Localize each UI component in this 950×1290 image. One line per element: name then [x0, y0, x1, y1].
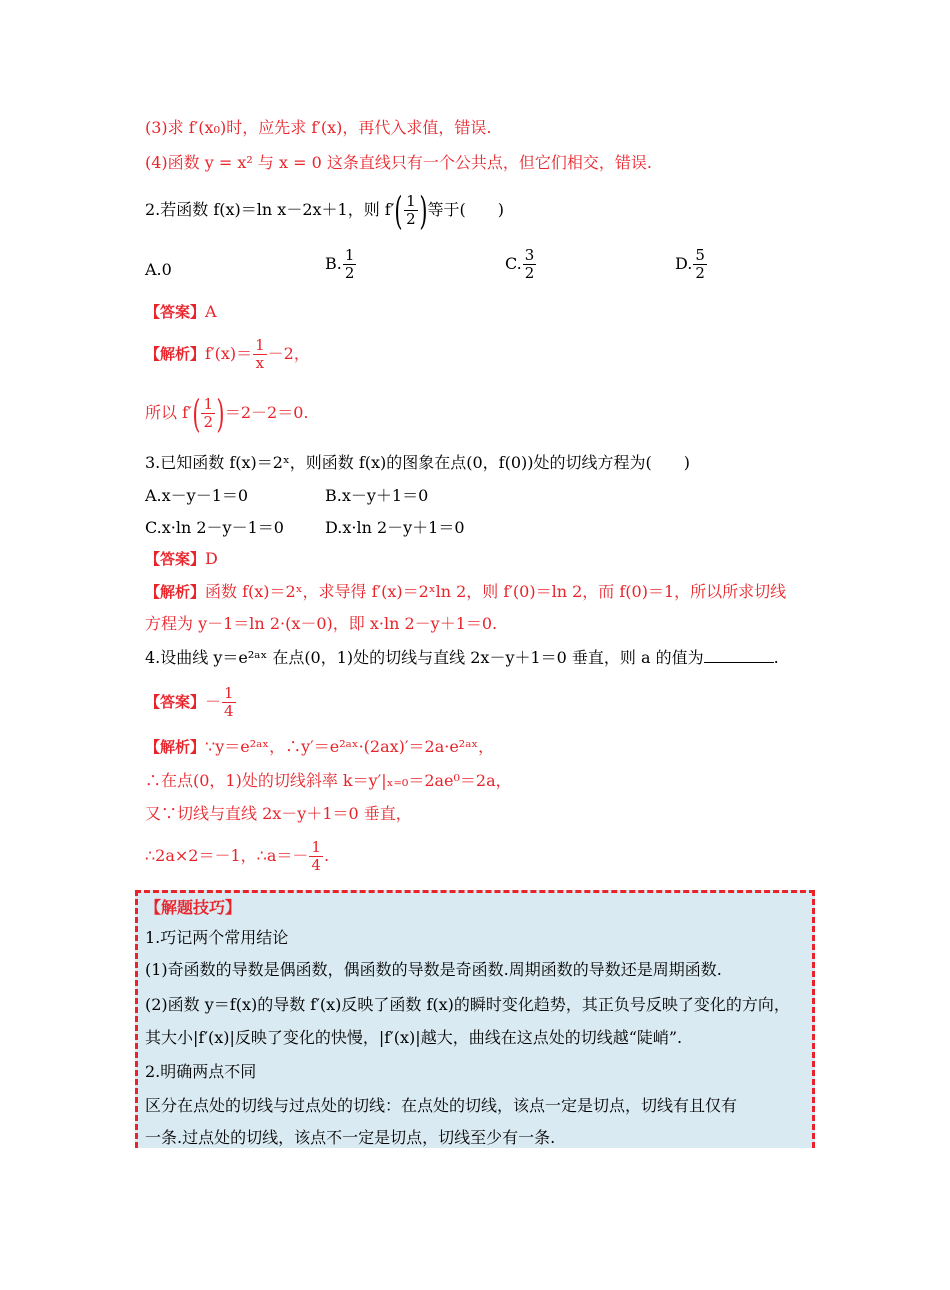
tips-para-2: (2)函数 y＝f(x)的导数 f′(x)反映了函数 f(x)的瞬时变化趋势，其正负号反映了变化的方向，: [145, 995, 790, 1014]
tips-para-3: 区分在点处的切线与过点处的切线：在点处的切线，该点一定是切点，切线有且仅有: [145, 1096, 738, 1115]
q4-analysis-2: ∴在点(0，1)处的切线斜率 k＝y′|ₓ₌₀＝2ae⁰＝2a，: [145, 771, 512, 790]
q4-analysis-4: ∴2a×2＝－1，∴a＝－ $\frac{1}{4}$ .: [145, 838, 330, 874]
q3-option-d[interactable]: D.x·ln 2－y＋1＝0: [325, 518, 465, 537]
q3-answer: 【答案】D: [145, 549, 218, 568]
note-3: (3)求 f′(x₀)时，应先求 f′(x)，再代入求值，错误.: [145, 118, 492, 137]
q3-analysis-2: 方程为 y－1＝ln 2·(x－0)，即 x·ln 2－y＋1＝0.: [145, 614, 498, 633]
q3-option-b[interactable]: B.x－y＋1＝0: [325, 486, 429, 505]
q3-option-c[interactable]: C.x·ln 2－y－1＝0: [145, 518, 284, 537]
q2-analysis-2: 所以 f′( $\frac{1}{2}$ )＝2－2＝0.: [145, 391, 309, 436]
tips-heading-1: 1.巧记两个常用结论: [145, 928, 289, 947]
tips-para-2b: 其大小|f′(x)|反映了变化的快慢，|f′(x)|越大，曲线在这点处的切线越“陡峭”.: [145, 1028, 683, 1047]
q2-answer: 【答案】A: [145, 302, 217, 321]
answer-blank[interactable]: [704, 646, 774, 663]
q3-analysis-1: 【解析】函数 f(x)＝2ˣ，求导得 f′(x)＝2ˣln 2，则 f′(0)＝ln 2，而 f(0)＝1，所以所求切线: [145, 582, 787, 601]
q3-option-a[interactable]: A.x－y－1＝0: [145, 486, 249, 505]
tips-para-1: (1)奇函数的导数是偶函数，偶函数的导数是奇函数.周期函数的导数还是周期函数.: [145, 960, 722, 979]
q2-arg-fraction: $\frac{1}{2}$: [406, 192, 416, 228]
q4-stem: 4.设曲线 y＝e²ᵃˣ 在点(0，1)处的切线与直线 2x－y＋1＝0 垂直，则 a 的值为 .: [145, 648, 779, 667]
q2-option-b[interactable]: B. $\frac{1}{2}$: [325, 246, 355, 282]
q4-analysis-1: 【解析】∵y＝e²ᵃˣ，∴y′＝e²ᵃˣ·(2ax)′＝2a·e²ᵃˣ，: [145, 737, 495, 756]
q2-stem: 2.若函数 f(x)＝ln x－2x＋1，则 f′( $\frac{1}{2}$ )等于( ): [145, 188, 505, 233]
note-4: (4)函数 y = x² 与 x = 0 这条直线只有一个公共点，但它们相交，错误.: [145, 153, 652, 172]
tips-heading-2: 2.明确两点不同: [145, 1062, 257, 1081]
tips-title: 【解题技巧】: [145, 898, 242, 917]
q4-answer: 【答案】－ $\frac{1}{4}$: [145, 684, 234, 720]
q2-analysis-1: 【解析】f′(x)＝ $\frac{1}{x}$ －2，: [145, 336, 310, 372]
tips-para-3b: 一条.过点处的切线，该点不一定是切点，切线至少有一条.: [145, 1128, 556, 1147]
q4-analysis-3: 又∵切线与直线 2x－y＋1＝0 垂直，: [145, 804, 412, 823]
q2-option-c[interactable]: C. $\frac{3}{2}$: [505, 246, 535, 282]
q2-option-d[interactable]: D. $\frac{5}{2}$: [675, 246, 705, 282]
q3-stem: 3.已知函数 f(x)＝2ˣ，则函数 f(x)的图象在点(0，f(0))处的切线方程为( ): [145, 453, 690, 472]
q2-option-a[interactable]: A.0: [145, 260, 172, 279]
